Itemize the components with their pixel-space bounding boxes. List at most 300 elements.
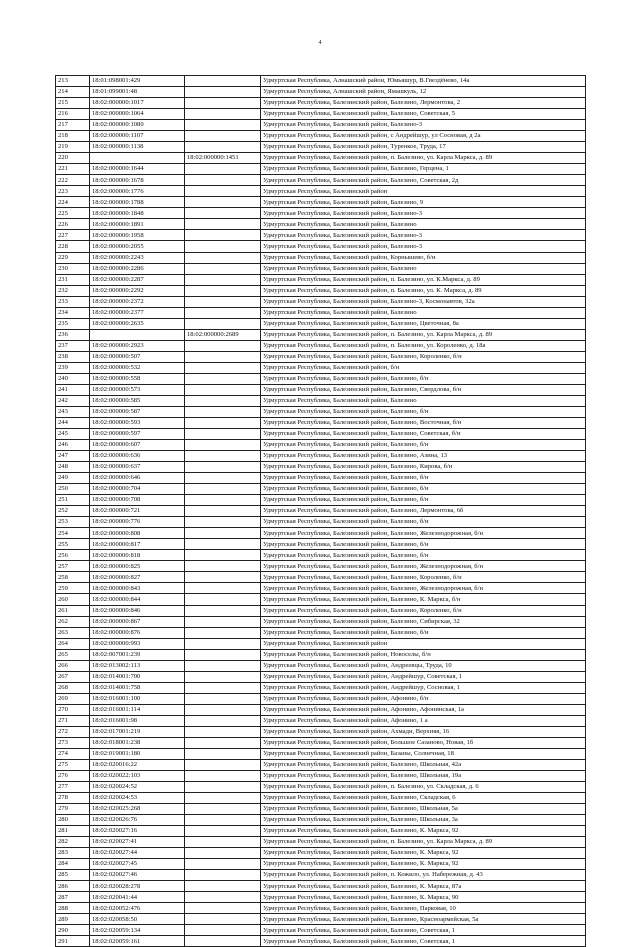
- address-cell: Удмуртская Республика, Балезинский район, Балезино, б/н: [261, 406, 586, 417]
- address-cell: Удмуртская Республика, Балезинский район, п. Балезино, ул. Короленко, д. 18а: [261, 340, 586, 351]
- cadastral-number-cell: 18:02:000000:593: [90, 417, 185, 428]
- parent-cadastral-number-cell: 18:02:000000:2689: [185, 329, 261, 340]
- address-cell: Удмуртская Республика, Балезинский район, п. Балезино, ул. Карла Маркса, д. 89: [261, 837, 586, 848]
- row-number-cell: 286: [56, 881, 90, 892]
- cadastral-number-cell: 18:02:000000:573: [90, 384, 185, 395]
- cadastral-number-cell: 18:01:098001:429: [90, 76, 185, 87]
- cadastral-number-cell: 18:02:000000:827: [90, 572, 185, 583]
- table-row: [56, 594, 586, 605]
- parent-cadastral-number-cell: 18:02:000000:1451: [185, 153, 261, 164]
- row-number-cell: 219: [56, 142, 90, 153]
- registry-table: [55, 75, 586, 947]
- cadastral-number-cell: 18:02:016001:98: [90, 715, 185, 726]
- address-cell: Удмуртская Республика, Балезинский район, Балезино: [261, 263, 586, 274]
- cadastral-number-cell: 18:02:000000:558: [90, 373, 185, 384]
- parent-cadastral-number-cell: [185, 859, 261, 870]
- table-row: [56, 340, 586, 351]
- row-number-cell: 232: [56, 285, 90, 296]
- table-row: [56, 296, 586, 307]
- parent-cadastral-number-cell: [185, 770, 261, 781]
- address-cell: Удмуртская Республика, Балезинский район, Большое Сазаново, Новая, 1б: [261, 737, 586, 748]
- table-row: [56, 263, 586, 274]
- cadastral-number-cell: 18:02:000000:636: [90, 451, 185, 462]
- table-row: [56, 759, 586, 770]
- table-row: [56, 417, 586, 428]
- table-row: [56, 572, 586, 583]
- table-row: [56, 429, 586, 440]
- parent-cadastral-number-cell: [185, 572, 261, 583]
- table-row: [56, 197, 586, 208]
- table-row: [56, 859, 586, 870]
- address-cell: Удмуртская Республика, Балезинский район, Новоселы, б/н: [261, 649, 586, 660]
- address-cell: Удмуртская Республика, Балезинский район, Балезино, К. Маркса, 90: [261, 892, 586, 903]
- table-row: [56, 583, 586, 594]
- parent-cadastral-number-cell: [185, 406, 261, 417]
- table-row: [56, 153, 586, 164]
- table-row: [56, 120, 586, 131]
- cadastral-number-cell: 18:02:000000:1138: [90, 142, 185, 153]
- parent-cadastral-number-cell: [185, 440, 261, 451]
- address-cell: Удмуртская Республика, Балезинский район, Балезино, 9: [261, 197, 586, 208]
- table-row: [56, 76, 586, 87]
- table-row: [56, 892, 586, 903]
- table-row: [56, 406, 586, 417]
- address-cell: Удмуртская Республика, Балезинский район, Базаны, Солнечная, 18: [261, 748, 586, 759]
- row-number-cell: 230: [56, 263, 90, 274]
- parent-cadastral-number-cell: [185, 384, 261, 395]
- table-row: [56, 804, 586, 815]
- address-cell: Удмуртская Республика, Балезинский район, Балезино, Советская, 1: [261, 925, 586, 936]
- table-row: [56, 914, 586, 925]
- table-row: [56, 693, 586, 704]
- parent-cadastral-number-cell: [185, 539, 261, 550]
- address-cell: Удмуртская Республика, Балезинский район, Ахмади, Верхняя, 16: [261, 726, 586, 737]
- parent-cadastral-number-cell: [185, 263, 261, 274]
- cadastral-number-cell: 18:02:000000:2377: [90, 307, 185, 318]
- table-row: [56, 782, 586, 793]
- table-row: [56, 925, 586, 936]
- cadastral-number-cell: 18:02:020059:134: [90, 925, 185, 936]
- parent-cadastral-number-cell: [185, 682, 261, 693]
- table-row: [56, 671, 586, 682]
- cadastral-number-cell: 18:02:020027:16: [90, 826, 185, 837]
- row-number-cell: 263: [56, 627, 90, 638]
- table-row: [56, 384, 586, 395]
- cadastral-number-cell: 18:02:020052:476: [90, 903, 185, 914]
- address-cell: Удмуртская Республика, Балезинский район, Балезино, б/н: [261, 495, 586, 506]
- table-row: [56, 142, 586, 153]
- parent-cadastral-number-cell: [185, 748, 261, 759]
- table-row: [56, 164, 586, 175]
- parent-cadastral-number-cell: [185, 726, 261, 737]
- parent-cadastral-number-cell: [185, 804, 261, 815]
- address-cell: Удмуртская Республика, Балезинский район, Афонино, 1 а: [261, 715, 586, 726]
- parent-cadastral-number-cell: [185, 815, 261, 826]
- address-cell: Удмуртская Республика, Балезинский район, Балезино, б/н: [261, 517, 586, 528]
- row-number-cell: 283: [56, 848, 90, 859]
- cadastral-number-cell: 18:02:000000:825: [90, 561, 185, 572]
- parent-cadastral-number-cell: [185, 616, 261, 627]
- row-number-cell: 218: [56, 131, 90, 142]
- row-number-cell: 260: [56, 594, 90, 605]
- parent-cadastral-number-cell: [185, 737, 261, 748]
- cadastral-number-cell: [90, 153, 185, 164]
- table-row: [56, 318, 586, 329]
- address-cell: Удмуртская Республика, Балезинский район, Балезино: [261, 219, 586, 230]
- cadastral-number-cell: 18:02:000000:1958: [90, 230, 185, 241]
- cadastral-number-cell: 18:01:099001:48: [90, 87, 185, 98]
- table-row: [56, 285, 586, 296]
- row-number-cell: 272: [56, 726, 90, 737]
- address-cell: Удмуртская Республика, Балезинский район, Корнышево, б/н: [261, 252, 586, 263]
- table-row: [56, 715, 586, 726]
- address-cell: Удмуртская Республика, Балезинский район, Балезино, Герцена, 1: [261, 164, 586, 175]
- table-row: [56, 307, 586, 318]
- cadastral-number-cell: 18:02:000000:2923: [90, 340, 185, 351]
- parent-cadastral-number-cell: [185, 451, 261, 462]
- address-cell: Удмуртская Республика, Балезинский район, п. Балезино, ул. Карла Маркса, д. 89: [261, 329, 586, 340]
- cadastral-number-cell: 18:02:018001:238: [90, 737, 185, 748]
- table-row: [56, 627, 586, 638]
- parent-cadastral-number-cell: [185, 318, 261, 329]
- parent-cadastral-number-cell: [185, 550, 261, 561]
- table-row: [56, 770, 586, 781]
- table-row: [56, 274, 586, 285]
- table-row: [56, 638, 586, 649]
- table-row: [56, 373, 586, 384]
- address-cell: Удмуртская Республика, Балезинский район, Балезино, Азина, 13: [261, 451, 586, 462]
- address-cell: Удмуртская Республика, Балезинский район, Балезино, Советская, б/н: [261, 429, 586, 440]
- address-cell: Удмуртская Республика, Балезинский район, Балезино, б/н: [261, 473, 586, 484]
- cadastral-number-cell: 18:02:020058:50: [90, 914, 185, 925]
- cadastral-number-cell: 18:02:020016:22: [90, 759, 185, 770]
- parent-cadastral-number-cell: [185, 164, 261, 175]
- row-number-cell: 249: [56, 473, 90, 484]
- row-number-cell: 289: [56, 914, 90, 925]
- address-cell: Удмуртская Республика, Балезинский район, Балезино, К. Маркса, 92: [261, 859, 586, 870]
- row-number-cell: 242: [56, 395, 90, 406]
- cadastral-number-cell: 18:02:000000:646: [90, 473, 185, 484]
- row-number-cell: 227: [56, 230, 90, 241]
- parent-cadastral-number-cell: [185, 285, 261, 296]
- address-cell: Удмуртская Республика, Балезинский район, с Андрейшур, ул Сосновая, д 2а: [261, 131, 586, 142]
- table-row: [56, 837, 586, 848]
- cadastral-number-cell: 18:02:013002:113: [90, 660, 185, 671]
- table-row: [56, 539, 586, 550]
- parent-cadastral-number-cell: [185, 848, 261, 859]
- cadastral-number-cell: 18:02:000000:507: [90, 351, 185, 362]
- parent-cadastral-number-cell: [185, 296, 261, 307]
- parent-cadastral-number-cell: [185, 252, 261, 263]
- row-number-cell: 287: [56, 892, 90, 903]
- row-number-cell: 280: [56, 815, 90, 826]
- address-cell: Удмуртская Республика, Балезинский район, Андрейшур, Советская, 1: [261, 671, 586, 682]
- row-number-cell: 262: [56, 616, 90, 627]
- cadastral-number-cell: 18:02:000000:844: [90, 594, 185, 605]
- table-row: [56, 528, 586, 539]
- cadastral-number-cell: 18:02:000000:776: [90, 517, 185, 528]
- parent-cadastral-number-cell: [185, 704, 261, 715]
- cadastral-number-cell: 18:02:014001:758: [90, 682, 185, 693]
- parent-cadastral-number-cell: [185, 230, 261, 241]
- row-number-cell: 251: [56, 495, 90, 506]
- row-number-cell: 276: [56, 770, 90, 781]
- row-number-cell: 220: [56, 153, 90, 164]
- parent-cadastral-number-cell: [185, 197, 261, 208]
- row-number-cell: 257: [56, 561, 90, 572]
- parent-cadastral-number-cell: [185, 484, 261, 495]
- table-row: [56, 495, 586, 506]
- cadastral-number-cell: 18:02:016001:100: [90, 693, 185, 704]
- table-row: [56, 87, 586, 98]
- address-cell: Удмуртская Республика, Балезинский район, Балезино, Сибирская, 32: [261, 616, 586, 627]
- page-number: 4: [318, 40, 322, 46]
- parent-cadastral-number-cell: [185, 826, 261, 837]
- address-cell: Удмуртская Республика, Балезинский район, Андреевцы, Труда, 10: [261, 660, 586, 671]
- row-number-cell: 254: [56, 528, 90, 539]
- address-cell: Удмуртская Республика, Балезинский район, Балезино-3: [261, 230, 586, 241]
- row-number-cell: 237: [56, 340, 90, 351]
- cadastral-number-cell: 18:02:000000:817: [90, 539, 185, 550]
- table-row: [56, 704, 586, 715]
- row-number-cell: 267: [56, 671, 90, 682]
- table-row: [56, 660, 586, 671]
- cadastral-number-cell: 18:02:020024:52: [90, 782, 185, 793]
- table-row: [56, 329, 586, 340]
- cadastral-number-cell: 18:02:000000:708: [90, 495, 185, 506]
- parent-cadastral-number-cell: [185, 627, 261, 638]
- parent-cadastral-number-cell: [185, 583, 261, 594]
- parent-cadastral-number-cell: [185, 914, 261, 925]
- row-number-cell: 235: [56, 318, 90, 329]
- cadastral-number-cell: 18:02:000000:721: [90, 506, 185, 517]
- row-number-cell: 281: [56, 826, 90, 837]
- cadastral-number-cell: 18:02:020026:76: [90, 815, 185, 826]
- address-cell: Удмуртская Республика, Балезинский район, Балезино, К. Маркса, 92: [261, 848, 586, 859]
- row-number-cell: 217: [56, 120, 90, 131]
- address-cell: Удмуртская Республика, Балезинский район, Балезино, К. Маркса, 87а: [261, 881, 586, 892]
- row-number-cell: 233: [56, 296, 90, 307]
- cadastral-number-cell: 18:02:000000:818: [90, 550, 185, 561]
- row-number-cell: 273: [56, 737, 90, 748]
- row-number-cell: 222: [56, 175, 90, 186]
- address-cell: Удмуртская Республика, Балезинский район, б/н: [261, 362, 586, 373]
- row-number-cell: 239: [56, 362, 90, 373]
- cadastral-number-cell: 18:02:000000:1017: [90, 98, 185, 109]
- address-cell: Удмуртская Республика, Балезинский район, Балезино, Лермонтова, 2: [261, 98, 586, 109]
- parent-cadastral-number-cell: [185, 473, 261, 484]
- cadastral-number-cell: 18:02:020027:45: [90, 859, 185, 870]
- address-cell: Удмуртская Республика, Балезинский район, Балезино, Железнодорожная, б/н: [261, 561, 586, 572]
- address-cell: Удмуртская Республика, Балезинский район, Балезино, б/н: [261, 484, 586, 495]
- parent-cadastral-number-cell: [185, 892, 261, 903]
- cadastral-number-cell: 18:02:000000:2635: [90, 318, 185, 329]
- table-row: [56, 616, 586, 627]
- row-number-cell: 255: [56, 539, 90, 550]
- row-number-cell: 265: [56, 649, 90, 660]
- row-number-cell: 290: [56, 925, 90, 936]
- parent-cadastral-number-cell: [185, 528, 261, 539]
- address-cell: Удмуртская Республика, Балезинский район, Балезино, б/н: [261, 627, 586, 638]
- registry-table-body: [56, 76, 586, 947]
- table-row: [56, 131, 586, 142]
- parent-cadastral-number-cell: [185, 131, 261, 142]
- parent-cadastral-number-cell: [185, 120, 261, 131]
- address-cell: Удмуртская Республика, Балезинский район, Балезино, Железнодорожная, б/н: [261, 528, 586, 539]
- row-number-cell: 223: [56, 186, 90, 197]
- cadastral-number-cell: 18:02:000000:1678: [90, 175, 185, 186]
- parent-cadastral-number-cell: [185, 362, 261, 373]
- cadastral-number-cell: 18:02:000000:607: [90, 440, 185, 451]
- row-number-cell: 282: [56, 837, 90, 848]
- row-number-cell: 248: [56, 462, 90, 473]
- cadastral-number-cell: 18:02:020059:161: [90, 936, 185, 947]
- parent-cadastral-number-cell: [185, 782, 261, 793]
- row-number-cell: 243: [56, 406, 90, 417]
- address-cell: Удмуртская Республика, Балезинский район, Балезино, Красноармейская, 5а: [261, 914, 586, 925]
- row-number-cell: 214: [56, 87, 90, 98]
- cadastral-number-cell: 18:02:000000:587: [90, 406, 185, 417]
- row-number-cell: 238: [56, 351, 90, 362]
- table-row: [56, 362, 586, 373]
- cadastral-number-cell: 18:02:016001:114: [90, 704, 185, 715]
- row-number-cell: 240: [56, 373, 90, 384]
- parent-cadastral-number-cell: [185, 175, 261, 186]
- table-row: [56, 175, 586, 186]
- row-number-cell: 215: [56, 98, 90, 109]
- parent-cadastral-number-cell: [185, 925, 261, 936]
- parent-cadastral-number-cell: [185, 793, 261, 804]
- row-number-cell: 247: [56, 451, 90, 462]
- table-row: [56, 649, 586, 660]
- table-row: [56, 793, 586, 804]
- parent-cadastral-number-cell: [185, 870, 261, 881]
- table-row: [56, 748, 586, 759]
- row-number-cell: 277: [56, 782, 90, 793]
- parent-cadastral-number-cell: [185, 660, 261, 671]
- row-number-cell: 288: [56, 903, 90, 914]
- address-cell: Удмуртская Республика, Балезинский район, Балезино-3: [261, 208, 586, 219]
- row-number-cell: 274: [56, 748, 90, 759]
- table-row: [56, 219, 586, 230]
- table-row: [56, 451, 586, 462]
- address-cell: Удмуртская Республика, Балезинский район, Афонино, Афонинская, 1а: [261, 704, 586, 715]
- table-row: [56, 395, 586, 406]
- address-cell: Удмуртская Республика, Балезинский район, п. Балезино, ул. Складская, д. 6: [261, 782, 586, 793]
- table-row: [56, 473, 586, 484]
- address-cell: Удмуртская Республика, Балезинский район, п. Кожило, ул. Набережная, д. 43: [261, 870, 586, 881]
- cadastral-number-cell: 18:02:000000:876: [90, 627, 185, 638]
- cadastral-number-cell: 18:02:007001:239: [90, 649, 185, 660]
- address-cell: Удмуртская Республика, Балезинский район, Балезино, Складская, 6: [261, 793, 586, 804]
- parent-cadastral-number-cell: [185, 638, 261, 649]
- row-number-cell: 270: [56, 704, 90, 715]
- address-cell: Удмуртская Республика, Алнашский район, Ямашкуль, 12: [261, 87, 586, 98]
- address-cell: Удмуртская Республика, Балезинский район, Балезино, Школьная, 3а: [261, 815, 586, 826]
- parent-cadastral-number-cell: [185, 219, 261, 230]
- cadastral-number-cell: 18:02:000000:1644: [90, 164, 185, 175]
- parent-cadastral-number-cell: [185, 351, 261, 362]
- address-cell: Удмуртская Республика, Балезинский район, Балезино, б/н: [261, 550, 586, 561]
- cadastral-number-cell: 18:02:000000:1107: [90, 131, 185, 142]
- row-number-cell: 256: [56, 550, 90, 561]
- address-cell: Удмуртская Республика, Балезинский район, Балезино: [261, 395, 586, 406]
- cadastral-number-cell: 18:02:000000:1080: [90, 120, 185, 131]
- address-cell: Удмуртская Республика, Балезинский район, Балезино, Свердлова, б/н: [261, 384, 586, 395]
- parent-cadastral-number-cell: [185, 208, 261, 219]
- cadastral-number-cell: 18:02:000000:2055: [90, 241, 185, 252]
- address-cell: Удмуртская Республика, Балезинский район, Балезино, Школьная, 19а: [261, 770, 586, 781]
- parent-cadastral-number-cell: [185, 87, 261, 98]
- table-row: [56, 726, 586, 737]
- row-number-cell: 275: [56, 759, 90, 770]
- cadastral-number-cell: 18:02:000000:585: [90, 395, 185, 406]
- row-number-cell: 278: [56, 793, 90, 804]
- address-cell: Удмуртская Республика, Балезинский район: [261, 186, 586, 197]
- parent-cadastral-number-cell: [185, 429, 261, 440]
- row-number-cell: 224: [56, 197, 90, 208]
- cadastral-number-cell: 18:02:000000:2243: [90, 252, 185, 263]
- row-number-cell: 258: [56, 572, 90, 583]
- cadastral-number-cell: 18:02:000000:1788: [90, 197, 185, 208]
- parent-cadastral-number-cell: [185, 649, 261, 660]
- row-number-cell: 285: [56, 870, 90, 881]
- parent-cadastral-number-cell: [185, 881, 261, 892]
- table-row: [56, 186, 586, 197]
- table-row: [56, 848, 586, 859]
- table-row: [56, 208, 586, 219]
- parent-cadastral-number-cell: [185, 903, 261, 914]
- cadastral-number-cell: 18:02:020027:44: [90, 848, 185, 859]
- cadastral-number-cell: 18:02:020027:46: [90, 870, 185, 881]
- address-cell: Удмуртская Республика, Балезинский район, Балезино, б/н: [261, 539, 586, 550]
- address-cell: Удмуртская Республика, Балезинский район, п. Балезино, ул. К. Маркса, д. 89: [261, 285, 586, 296]
- cadastral-number-cell: 18:02:020028:278: [90, 881, 185, 892]
- cadastral-number-cell: 18:02:000000:637: [90, 462, 185, 473]
- parent-cadastral-number-cell: [185, 671, 261, 682]
- table-row: [56, 826, 586, 837]
- table-row: [56, 440, 586, 451]
- parent-cadastral-number-cell: [185, 759, 261, 770]
- cadastral-number-cell: 18:02:000000:2292: [90, 285, 185, 296]
- cadastral-number-cell: 18:02:000000:597: [90, 429, 185, 440]
- address-cell: Удмуртская Республика, Балезинский район, Балезино, Советская, 5: [261, 109, 586, 120]
- address-cell: Удмуртская Республика, Балезинский район, п. Балезино, ул. К.Маркса, д. 89: [261, 274, 586, 285]
- address-cell: Удмуртская Республика, Балезинский район: [261, 638, 586, 649]
- parent-cadastral-number-cell: [185, 837, 261, 848]
- parent-cadastral-number-cell: [185, 373, 261, 384]
- table-row: [56, 936, 586, 947]
- row-number-cell: 228: [56, 241, 90, 252]
- parent-cadastral-number-cell: [185, 98, 261, 109]
- address-cell: Удмуртская Республика, Балезинский район, Балезино, Короленко, б/н: [261, 605, 586, 616]
- parent-cadastral-number-cell: [185, 274, 261, 285]
- parent-cadastral-number-cell: [185, 340, 261, 351]
- address-cell: Удмуртская Республика, Балезинский район, Балезино, Лермонтова, 6б: [261, 506, 586, 517]
- row-number-cell: 236: [56, 329, 90, 340]
- table-row: [56, 561, 586, 572]
- parent-cadastral-number-cell: [185, 462, 261, 473]
- row-number-cell: 253: [56, 517, 90, 528]
- address-cell: Удмуртская Республика, Балезинский район, Балезино, Школьная, 5а: [261, 804, 586, 815]
- parent-cadastral-number-cell: [185, 76, 261, 87]
- parent-cadastral-number-cell: [185, 517, 261, 528]
- cadastral-number-cell: 18:02:020025:268: [90, 804, 185, 815]
- cadastral-number-cell: 18:02:000000:532: [90, 362, 185, 373]
- parent-cadastral-number-cell: [185, 241, 261, 252]
- table-row: [56, 484, 586, 495]
- address-cell: Удмуртская Республика, Алнашский район, Юмьяшур, В.Гвездёнево, 14а: [261, 76, 586, 87]
